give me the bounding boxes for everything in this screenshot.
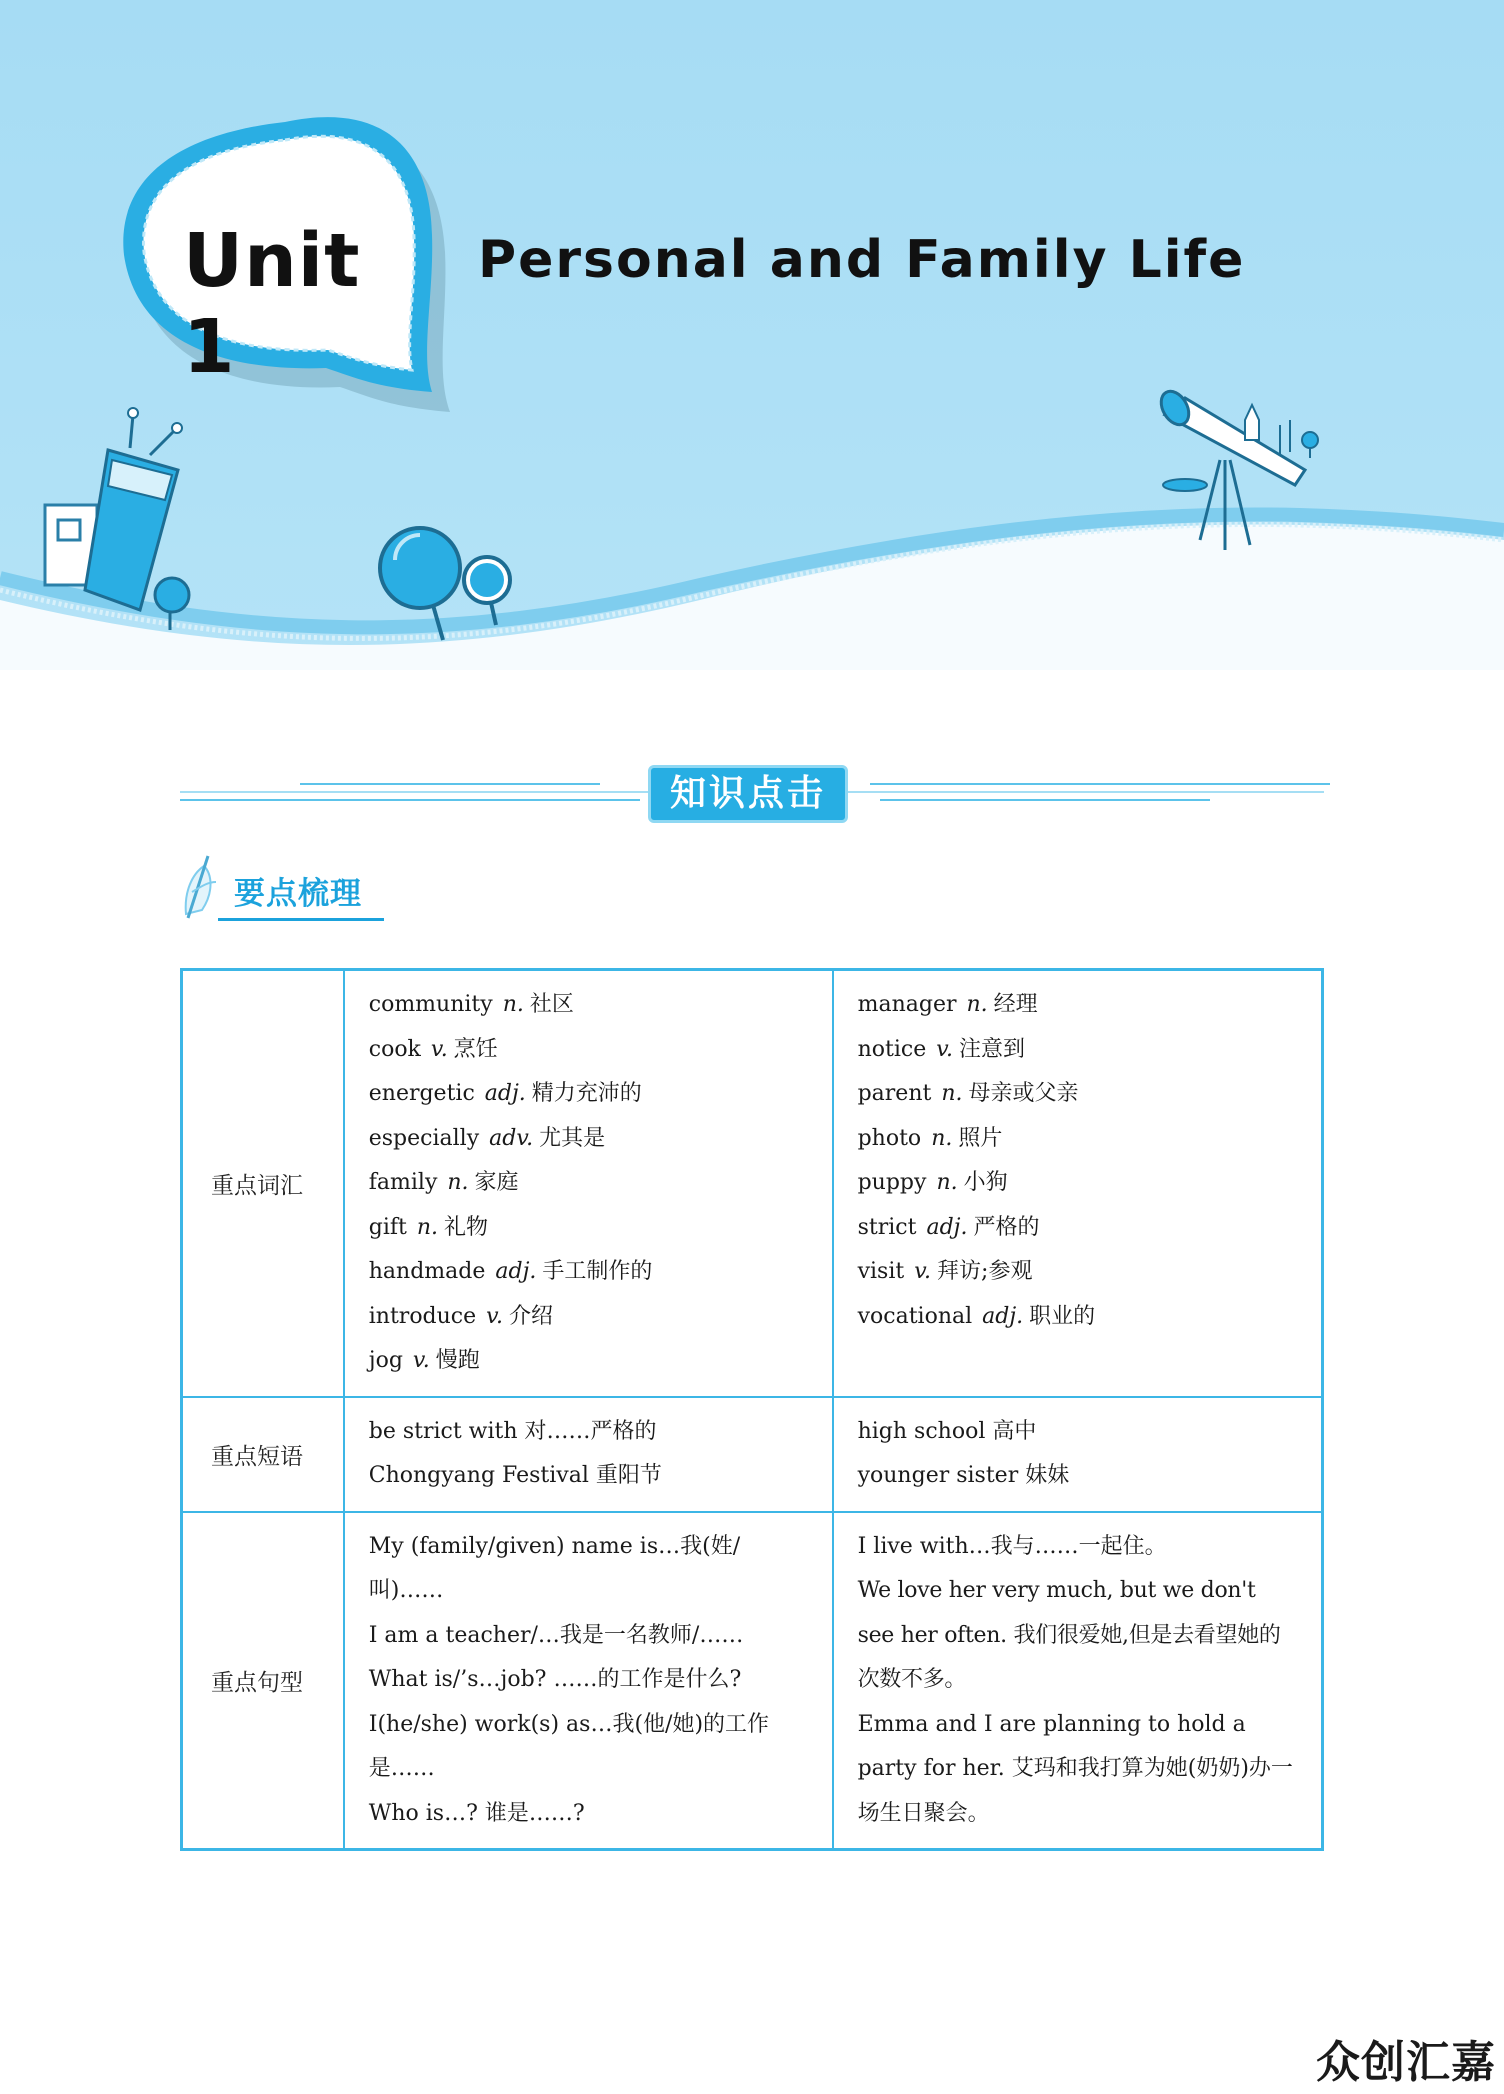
vocab-entry: especially adv. 尤其是	[368, 1125, 606, 1151]
unit-label: Unit 1	[183, 218, 361, 390]
pattern-entry: My (family/given) name is…我(姓/叫)……	[368, 1533, 741, 1603]
vocab-entry: photo n. 照片	[857, 1125, 1003, 1151]
subsection-underline	[218, 918, 384, 921]
table-row	[182, 1512, 1323, 1850]
pattern-column-left	[344, 1512, 833, 1850]
table-row	[182, 1397, 1323, 1512]
vocab-entry: manager n. 经理	[857, 992, 1038, 1017]
phrase-entry: high school 高中	[857, 1418, 1037, 1444]
pattern-entry: I(he/she) work(s) as…我(他/她)的工作是……	[368, 1711, 770, 1781]
vocab-column-left	[344, 970, 833, 1397]
vocab-entry: jog v. 慢跑	[368, 1348, 480, 1373]
pattern-entry: We love her very much, but we don't see her often. 我们很爱她,但是去看望她的次数不多。	[857, 1578, 1281, 1692]
pattern-column-right	[833, 1512, 1323, 1850]
pattern-entry: Who is…? 谁是……?	[368, 1800, 585, 1826]
pattern-entry: I live with…我与……一起住。	[857, 1533, 1167, 1559]
watermark: 众创汇嘉	[1316, 2037, 1496, 2088]
unit-banner	[0, 0, 1504, 670]
vocab-entry: family n. 家庭	[368, 1170, 519, 1195]
section-title: 知识点击	[648, 765, 848, 823]
vocab-entry: handmade adj. 手工制作的	[368, 1259, 653, 1284]
section-header	[180, 765, 1324, 825]
row-category: 重点短语	[182, 1397, 344, 1512]
header-rule-right	[870, 783, 1330, 785]
header-rule-left-lower	[180, 799, 640, 801]
row-category: 重点句型	[182, 1512, 344, 1850]
vocab-entry: strict adj. 严格的	[857, 1214, 1040, 1240]
phrase-column-right	[833, 1397, 1323, 1512]
pattern-entry: I am a teacher/…我是一名教师/……	[368, 1622, 744, 1648]
unit-title: Personal and Family Life	[478, 230, 1246, 290]
phrase-column-left	[344, 1397, 833, 1512]
pattern-entry: Emma and I are planning to hold a party for her. 艾玛和我打算为她(奶奶)办一场生日聚会。	[857, 1711, 1293, 1826]
row-category: 重点词汇	[182, 970, 344, 1397]
vocab-entry: energetic adj. 精力充沛的	[368, 1081, 642, 1106]
header-rule-right-lower	[880, 799, 1210, 801]
pattern-entry: What is/’s…job? ……的工作是什么?	[368, 1667, 742, 1692]
key-points-table	[180, 968, 1324, 1851]
subsection-heading	[178, 852, 388, 924]
subsection-title: 要点梳理	[234, 876, 362, 912]
vocab-entry: introduce v. 介绍	[368, 1303, 553, 1329]
vocab-entry: parent n. 母亲或父亲	[857, 1081, 1079, 1106]
vocab-entry: gift n. 礼物	[368, 1214, 489, 1240]
header-rule-left	[300, 783, 600, 785]
vocab-entry: vocational adj. 职业的	[857, 1303, 1096, 1329]
vocab-entry: notice v. 注意到	[857, 1036, 1026, 1062]
phrase-entry: Chongyang Festival 重阳节	[368, 1463, 662, 1488]
vocab-column-right	[833, 970, 1323, 1397]
phrase-entry: be strict with 对……严格的	[368, 1418, 657, 1444]
vocab-entry: cook v. 烹饪	[368, 1036, 498, 1062]
phrase-entry: younger sister 妹妹	[857, 1463, 1070, 1488]
vocab-entry: visit v. 拜访;参观	[857, 1259, 1033, 1284]
vocab-entry: puppy n. 小狗	[857, 1170, 1008, 1195]
table-row	[182, 970, 1323, 1397]
feather-pen-icon	[178, 852, 238, 924]
vocab-entry: community n. 社区	[368, 992, 574, 1017]
